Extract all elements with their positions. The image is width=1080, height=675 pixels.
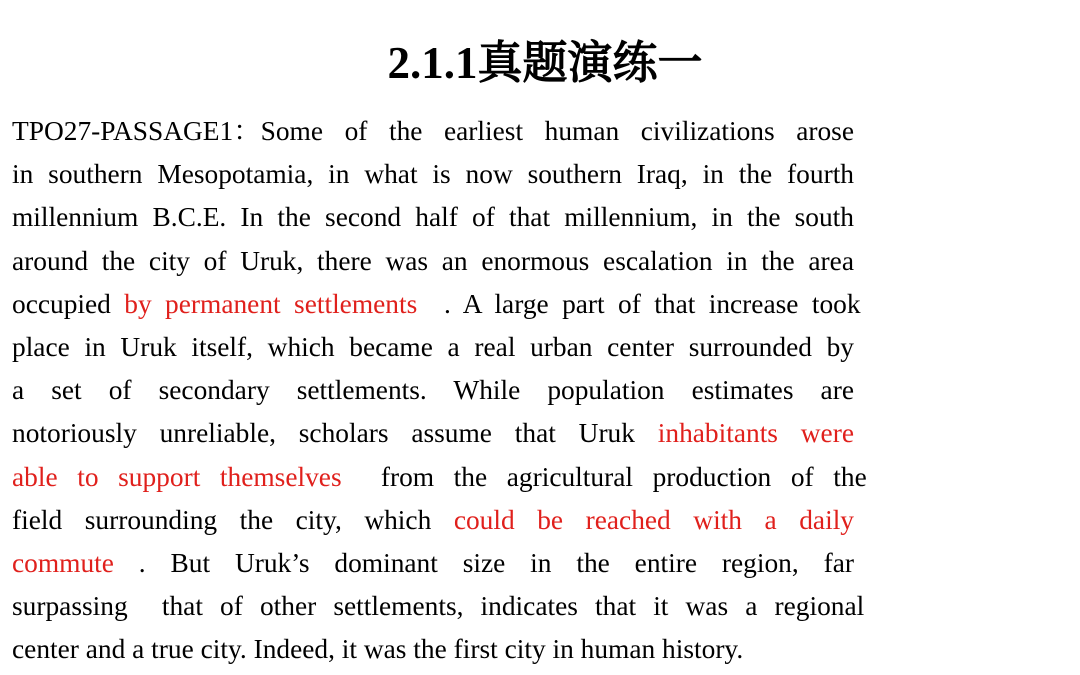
passage-segment: surpassing that of other settlements, indicates that it was a regional (12, 591, 865, 622)
passage-line (12, 499, 854, 542)
highlighted-phrase: by permanent settlements (124, 288, 418, 319)
passage-segment: around the city of Uruk, there was an enormous escalation in the area (12, 245, 854, 276)
passage-line (12, 585, 865, 628)
passage-line (12, 326, 854, 369)
passage-line (12, 240, 854, 283)
passage-segment: a set of secondary settlements. While population estimates are (12, 375, 854, 406)
passage-segment: . But Uruk’s dominant size in the entire region, far (113, 548, 854, 579)
passage-line (12, 456, 867, 499)
passage-line (12, 412, 854, 455)
passage-line (12, 369, 854, 412)
slide-title: 2.1.1真题演练一 (387, 38, 703, 88)
passage-segment: notoriously unreliable, scholars assume that Uruk (12, 418, 658, 449)
passage-segment: TPO27-PASSAGE1：Some of the earliest human civilizations arose (12, 116, 854, 146)
highlighted-phrase: able to support themselves (12, 461, 342, 492)
passage-segment: occupied (12, 288, 125, 319)
passage-segment: place in Uruk itself, which became a real urban center surrounded by (12, 332, 854, 363)
passage-segment: in southern Mesopotamia, in what is now southern Iraq, in the fourth (12, 159, 854, 190)
passage-segment: center and a true city. Indeed, it was the first city in human history. (12, 634, 744, 665)
highlighted-phrase: inhabitants were (657, 418, 854, 449)
passage-segment: millennium B.C.E. In the second half of that millennium, in the south (12, 202, 854, 233)
highlighted-phrase: could be reached with a daily (453, 504, 854, 535)
passage-line (12, 628, 854, 671)
passage-line (12, 283, 861, 326)
passage-line (12, 542, 854, 585)
passage-segment: from the agricultural production of the (341, 461, 867, 492)
passage-line (12, 196, 854, 239)
passage-segment: field surrounding the city, which (12, 504, 454, 535)
passage-segment: . A large part of that increase took (417, 288, 861, 319)
highlighted-phrase: commute (12, 548, 114, 579)
passage-line (12, 153, 854, 196)
passage-text (12, 110, 867, 672)
passage-line (12, 110, 854, 153)
